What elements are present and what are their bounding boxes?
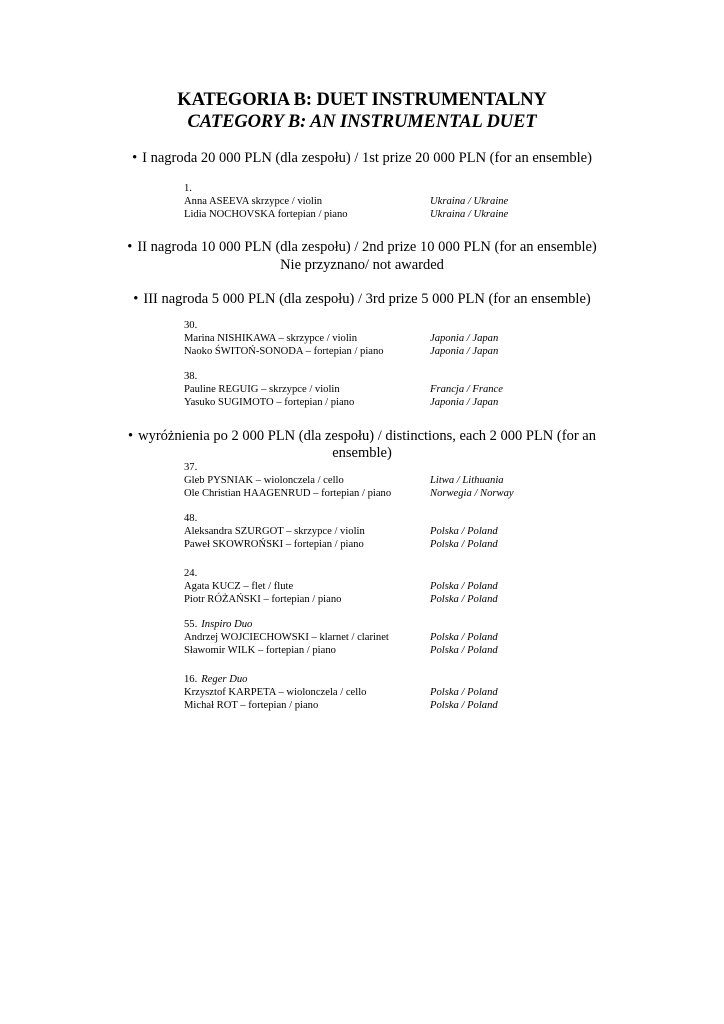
member-name: Marina NISHIKAWA – skrzypce / violin — [184, 333, 358, 344]
entry-number-line — [184, 512, 584, 525]
member-row — [184, 580, 584, 593]
entry-number: 16. — [184, 674, 198, 685]
entry-55 — [184, 618, 584, 657]
prize-third-label — [0, 290, 724, 308]
entry-number-line — [184, 618, 584, 631]
member-country: Polska / Poland — [430, 687, 498, 698]
entry-number-line — [184, 673, 584, 686]
member-row — [184, 396, 584, 409]
member-country: Litwa / Lithuania — [430, 475, 504, 486]
member-row — [184, 208, 584, 221]
entry-48 — [184, 512, 584, 551]
member-row — [184, 699, 584, 712]
member-row — [184, 538, 584, 551]
member-country: Ukraina / Ukraine — [430, 209, 509, 220]
entry-number: 48. — [184, 513, 198, 524]
member-country: Polska / Poland — [430, 539, 498, 550]
prize-first-label — [0, 149, 724, 167]
member-name: Agata KUCZ – flet / flute — [184, 581, 294, 592]
bullet: • — [128, 428, 134, 444]
member-row — [184, 487, 584, 500]
member-row — [184, 345, 584, 358]
entry-number-line — [184, 370, 584, 383]
bullet: • — [133, 291, 139, 307]
member-row — [184, 195, 584, 208]
member-row — [184, 383, 584, 396]
entry-number: 1. — [184, 183, 192, 194]
member-name: Michał ROT – fortepian / piano — [184, 700, 319, 711]
entry-number: 55. — [184, 619, 198, 630]
member-country: Polska / Poland — [430, 526, 498, 537]
entry-38 — [184, 370, 584, 409]
member-name: Paweł SKOWROŃSKI – fortepian / piano — [184, 539, 364, 550]
member-country: Polska / Poland — [430, 645, 498, 656]
member-country: Japonia / Japan — [430, 346, 499, 357]
prize-label-text: I nagroda 20 000 PLN (dla zespołu) / 1st prize 20 000 PLN (for an ensemble) — [142, 150, 592, 166]
member-row — [184, 474, 584, 487]
member-row — [184, 644, 584, 657]
heading-polish: KATEGORIA B: DUET INSTRUMENTALNY — [177, 90, 547, 110]
entry-number: 38. — [184, 371, 198, 382]
member-row — [184, 332, 584, 345]
entry-1 — [184, 182, 584, 221]
member-row — [184, 686, 584, 699]
member-country: Polska / Poland — [430, 594, 498, 605]
member-name: Yasuko SUGIMOTO – fortepian / piano — [184, 397, 355, 408]
duo-name: Inspiro Duo — [201, 619, 253, 630]
heading-english: CATEGORY B: AN INSTRUMENTAL DUET — [187, 112, 537, 132]
member-name: Krzysztof KARPETA – wiolonczela / cello — [184, 687, 367, 698]
bullet: • — [127, 239, 133, 255]
member-country: Polska / Poland — [430, 700, 498, 711]
entry-number-line — [184, 182, 584, 195]
prize-label-text: III nagroda 5 000 PLN (dla zespołu) / 3rd prize 5 000 PLN (for an ensemble) — [143, 291, 591, 307]
entry-number-line — [184, 319, 584, 332]
member-name: Aleksandra SZURGOT – skrzypce / violin — [184, 526, 365, 537]
entry-number-line — [184, 567, 584, 580]
member-country: Polska / Poland — [430, 581, 498, 592]
member-name: Lidia NOCHOVSKA fortepian / piano — [184, 209, 348, 220]
entry-24 — [184, 567, 584, 606]
entry-30 — [184, 319, 584, 358]
entry-16 — [184, 673, 584, 712]
member-country: Ukraina / Ukraine — [430, 196, 509, 207]
member-country: Polska / Poland — [430, 632, 498, 643]
member-name: Ole Christian HAAGENRUD – fortepian / piano — [184, 488, 392, 499]
member-row — [184, 631, 584, 644]
member-country: Norwegia / Norway — [430, 488, 514, 499]
prize-second-label — [0, 238, 724, 256]
member-name: Sławomir WILK – fortepian / piano — [184, 645, 336, 656]
bullet: • — [132, 150, 138, 166]
member-name: Anna ASEEVA skrzypce / violin — [184, 196, 323, 207]
entry-number: 30. — [184, 320, 198, 331]
member-name: Piotr RÓŻAŃSKI – fortepian / piano — [184, 594, 342, 605]
distinctions-label — [0, 427, 724, 445]
prize-label-text: II nagroda 10 000 PLN (dla zespołu) / 2nd prize 10 000 PLN (for an ensemble) — [137, 239, 597, 255]
entry-number: 24. — [184, 568, 198, 579]
entry-number-line — [184, 461, 584, 474]
member-country: Japonia / Japan — [430, 397, 499, 408]
prize-label-text: wyróżnienia po 2 000 PLN (dla zespołu) / distinctions, each 2 000 PLN (for an — [138, 428, 596, 444]
member-row — [184, 525, 584, 538]
distinctions-label-continued: ensemble) — [332, 445, 392, 461]
duo-name: Reger Duo — [201, 674, 248, 685]
member-name: Pauline REGUIG – skrzypce / violin — [184, 384, 340, 395]
member-name: Andrzej WOJCIECHOWSKI – klarnet / clarinet — [184, 632, 389, 643]
member-name: Naoko ŚWITOŃ-SONODA – fortepian / piano — [184, 346, 384, 357]
prize-second-note: Nie przyznano/ not awarded — [280, 257, 444, 273]
entry-37 — [184, 461, 584, 500]
entry-number: 37. — [184, 462, 198, 473]
member-row — [184, 593, 584, 606]
member-name: Gleb PYSNIAK – wiolonczela / cello — [184, 475, 344, 486]
member-country: Japonia / Japan — [430, 333, 499, 344]
member-country: Francja / France — [430, 384, 503, 395]
